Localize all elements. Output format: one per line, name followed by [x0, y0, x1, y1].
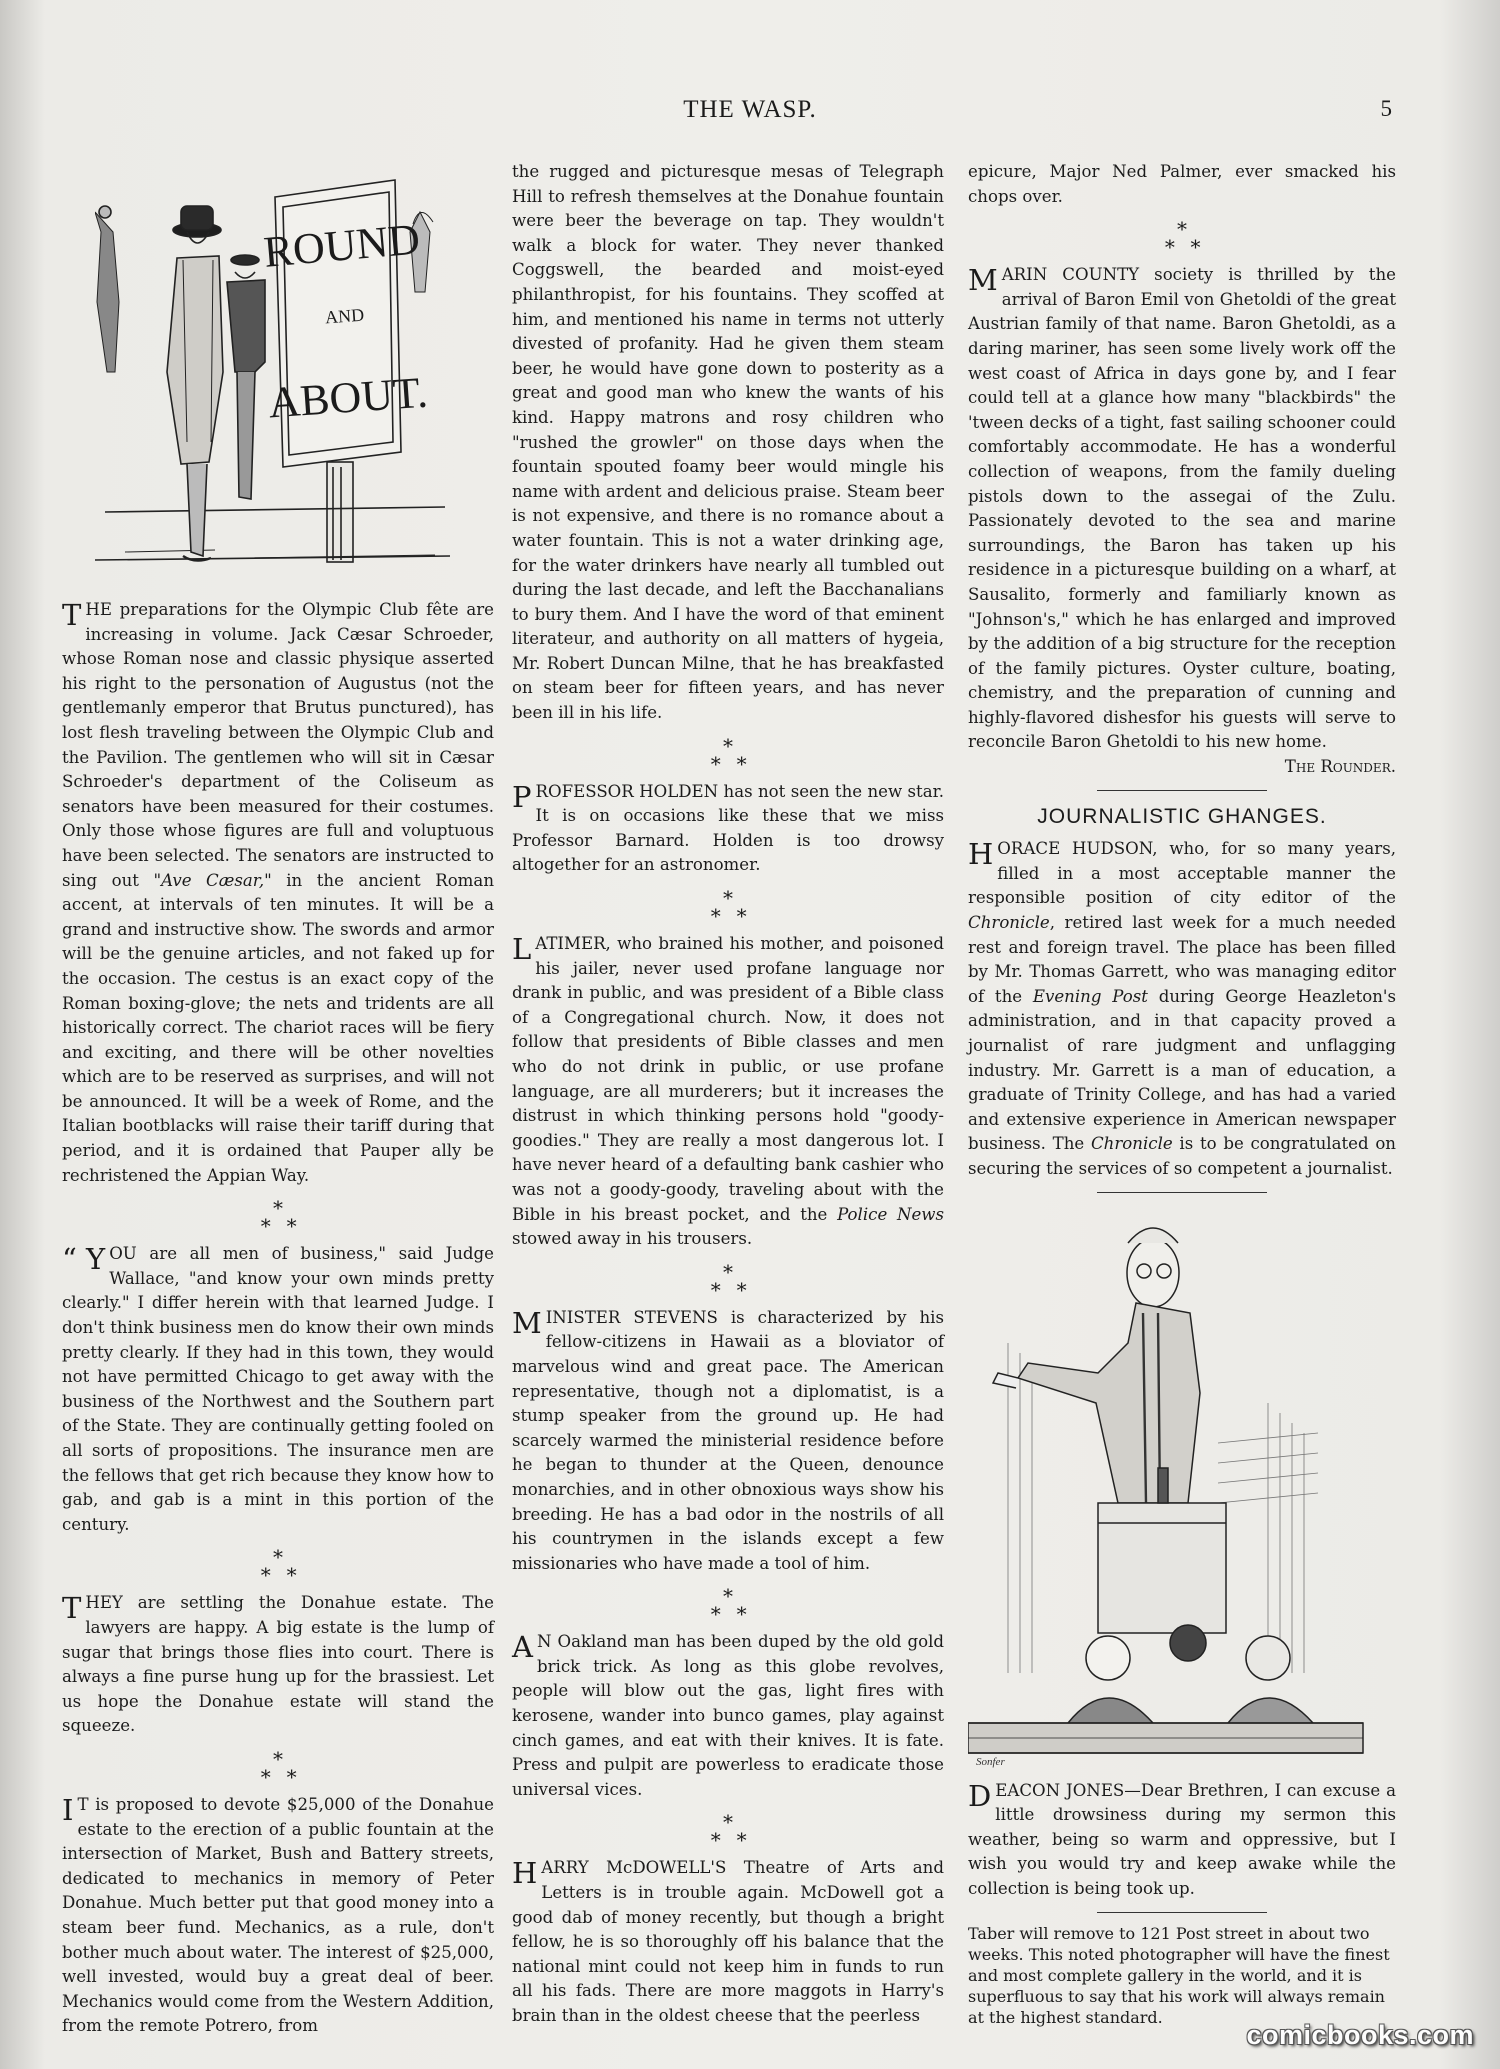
divider-rule: [1097, 790, 1267, 791]
section-divider-stars: * * *: [710, 1259, 747, 1302]
section-divider-stars: * * *: [710, 1584, 747, 1627]
drop-cap: D: [968, 1778, 992, 1813]
signoff-the-rounder: The Rounder.: [1284, 757, 1396, 777]
oakland-man-paragraph: A N Oakland man has been duped by the old gold brick trick. As long as this globe revolves, people will blow out the gas, light fires with kerosene, wander into bunco games, play against cinch games, and eat with their knives. It is fate. Press and pulpit are powerless to eradicate those universal vices.: [512, 1630, 944, 1799]
drop-cap: L: [512, 932, 532, 967]
horace-hudson-paragraph: HORACE HUDSON, who, for so many years, filled in a most acceptable manner the responsible position of city editor of the Chronicle, retired last week for a much needed rest and foreign travel. The place has been filled by Mr. Thomas Garrett, who was managing editor of the Evening Post during George Heazleton's administration, and in that capacity proved a journalist of rare judgment and unflagging industry. Mr. Garrett is a man of education, a graduate of Trinity College, and has had a varied and extensive experience in American newspaper business. The Chronicle is to be congratulated on securing the services of so competent a journalist.: [968, 837, 1397, 1178]
drop-cap: M: [968, 263, 998, 298]
section-divider-stars: * * *: [260, 1196, 297, 1239]
latimer-paragraph: LATIMER, who brained his mother, and poisoned his jailer, never used profane language nor drank in public, and was president of a Bible class of a Congregational church. Now, it does not follow that presidents of Bible classes and men who do not drink in public, or use profane language, are all murderers; but it increases the distrust in which thinking persons hold "goody-goodies." They are really a most dangerous lot. I have never heard of a defaulting bank cashier who was not a goody-goody, traveling about with the Bible in his breast pocket, and the Police News stowed away in his trousers.: [512, 932, 945, 1249]
watermark: comicbooks.com: [1246, 2020, 1474, 2050]
harry-mcdowell-paragraph: HARRY McDOWELL'S Theatre of Arts and Letters is in trouble again. McDowell got a good dab of money recently, but though a bright fellow, he is so thoroughly off his balance that the national mint could not keep him in funds to run all his fads. There are more maggots in Harry's brain than in the oldest cheese that the peerless: [512, 1856, 944, 2025]
section-divider-stars: * * *: [710, 733, 747, 776]
section-divider-stars: * * *: [710, 886, 747, 929]
fountain-continued-paragraph: the rugged and picturesque mesas of Telegraph Hill to refresh themselves at the Donahue fountain were beer the beverage on tap. They wouldn't walk a block for water. They never thanked Coggswell, the bearded and moist-eyed philanthropist, for his fountains. They scoffed at him, and mentioned his name in terms not utterly divested of profanity. Had he given them steam beer, he would have gone down to posterity as a great and good man who knew the wants of his kind. Happy matrons and rosy children who "rushed the growler" on those days when the fountain spouted foamy beer would mingle his name with ardent and delicious praise. Steam beer is not expensive, and there is no romance about a water fountain. This is not a water drinking age, for the water drinkers have nearly all tumbled out during the last decade, and left the Bacchanalians to bury them. And I have the word of that eminent literateur, and authority on all matters of hygeia, Mr. Robert Duncan Milne, that he has breakfasted on steam beer for fifteen years, and has never been ill in his life.: [512, 162, 944, 723]
drop-cap: H: [968, 837, 994, 872]
deacon-preaching-illustration: [968, 1203, 1396, 1773]
section-divider-stars: * * *: [260, 1545, 297, 1588]
olympic-club-paragraph: THE preparations for the Olympic Club fête are increasing in volume. Jack Cæsar Schroeder, whose Roman nose and classic physique asserted his right to the personation of Augustus (not the gentlemanly emperor that Brutus punctured), has lost flesh traveling between the Olympic Club and the Pavilion. The gentlemen who will sit in Cæsar Schroeder's department of the Coliseum as senators have been measured for their costumes. Only those whose figures are full and voluptuous have been selected. The senators are instructed to sing out "Ave Cæsar," in the ancient Roman accent, at intervals of ten minutes. It will be a grand and instructive show. The swords and armor will be the genuine articles, and not faked up for the occasion. The cestus is an exact copy of the Roman boxing-glove; the nets and tridents are all historically correct. The chariot races will be fiery and exciting, and there will be other novelties which are to be reserved as surprises, and will not be announced. It will be a week of Rome, and the Italian bootblacks will raise their tariff during that period, and it is ordained that Pauper ally be rechristened the Appian Way.: [62, 598, 494, 1185]
journalistic-changes-headline: JOURNALISTIC GHANGES.: [1037, 804, 1327, 828]
section-divider-stars: * * *: [260, 1746, 297, 1789]
drop-cap: P: [512, 779, 532, 814]
sign-word-round: ROUND: [261, 214, 422, 277]
sign-word-and: AND: [324, 304, 365, 328]
minister-stevens-paragraph: MINISTER STEVENS is characterized by his fellow-citizens in Hawaii as a bloviator of marvelous wind and great pace. The American representative, though not a diplomatist, is a stump speaker from the ground up. He had scarcely warmed the ministerial residence before he began to thunder at the Queen, denounce monarchies, and in other obnoxious ways show his breeding. He has a bad odor in the nostrils of all his countrymen in the islands except a few missionaries who have made a tool of him.: [512, 1305, 944, 1573]
divider-rule: [1097, 1192, 1267, 1193]
taber-advertisement: Taber will remove to 121 Post street in about two weeks. This noted photographer will have the finest and most complete gallery in the world, and it is superfluous to say that his work will always remain at the highest standard.: [968, 1923, 1390, 2027]
masthead-title: THE WASP.: [683, 96, 817, 123]
drop-cap: H: [512, 1856, 538, 1891]
donahue-estate-paragraph: THEY are settling the Donahue estate. The lawyers are happy. A big estate is the lump of sugar that brings those flies into court. There is always a fine purse hung up for the brassiest. Let us hope the Donahue estate will stand the squeeze.: [62, 1591, 494, 1736]
judge-wallace-paragraph: “ Y OU are all men of business," said Judge Wallace, "and know your own minds pretty clearly." I differ herein with that learned Judge. I don't think business men do know their own minds pretty clearly. If they had in this town, they would not have permitted Chicago to get away with the business of the Northwest and the Southern part of the State. They are continually getting fooled on all sorts of propositions. The insurance men are the fellows that get rich because they know how to gab, and gab is a mint in this portion of the century.: [62, 1242, 494, 1534]
section-divider-stars: * * *: [1164, 217, 1201, 260]
epicure-paragraph: epicure, Major Ned Palmer, ever smacked his chops over.: [968, 162, 1396, 206]
marin-county-paragraph: MARIN COUNTY society is thrilled by the arrival of Baron Emil von Ghetoldi of the great Austrian family of that name. Baron Ghetoldi, as a daring mariner, has seen some lively work off the west coast of Africa in days gone by, and I fear could tell at a glance how many "blackbirds" the 'tween decks of a tight, fast sailing schooner could comfortably accommodate. He has a wonderful collection of weapons, from the family dueling pistols down to the assegai of the Zulu. Passionately devoted to the sea and marine surroundings, the Baron has taken up his residence in a picturesque building on a wharf, at Sausalito, formerly and familiarly known as "Johnson's," which he has enlarged and improved by the addition of a big structure for the reception of the family pictures. Oyster culture, boating, chemistry, and the preparation of cunning and highly-flavored dishesfor his guests will serve to reconcile Baron Ghetoldi to his new home.: [968, 263, 1396, 752]
professor-holden-paragraph: PROFESSOR HOLDEN has not seen the new star. It is on occasions like these that we miss Professor Barnard. Holden is too drowsy altogether for an astronomer.: [512, 779, 944, 875]
drop-cap: T: [62, 598, 82, 632]
drop-cap: “ Y: [62, 1242, 106, 1277]
drop-cap: I: [62, 1792, 74, 1827]
column-3: [968, 160, 1396, 2028]
drop-cap: M: [512, 1305, 542, 1340]
artist-signature: Sonfer: [976, 1755, 1005, 1768]
sign-word-about: ABOUT.: [266, 367, 430, 428]
column-1: [62, 598, 494, 2039]
column-2: [512, 160, 944, 2029]
deacon-jones-paragraph: DEACON JONES—Dear Brethren, I can excuse a little drowsiness during my sermon this weather, being so warm and oppressive, but I wish you would try and keep awake while the collection is being took up.: [968, 1778, 1396, 1898]
section-divider-stars: * * *: [710, 1810, 747, 1853]
drop-cap: T: [62, 1591, 82, 1626]
round-and-about-illustration: [95, 172, 455, 582]
fountain-paragraph: I T is proposed to devote $25,000 of the Donahue estate to the erection of a public fountain at the intersection of Market, Bush and Battery streets, dedicated to mechanics in memory of Peter Donahue. Much better put that good money into a steam beer fund. Mechanics, as a rule, don't bother much about water. The interest of $25,000, well invested, would buy a great deal of beer. Mechanics would come from the Western Addition, from the remote Potrero, from: [62, 1792, 494, 2036]
page-number: 5: [1380, 96, 1392, 121]
divider-rule: [1097, 1912, 1267, 1913]
drop-cap: A: [512, 1630, 533, 1665]
